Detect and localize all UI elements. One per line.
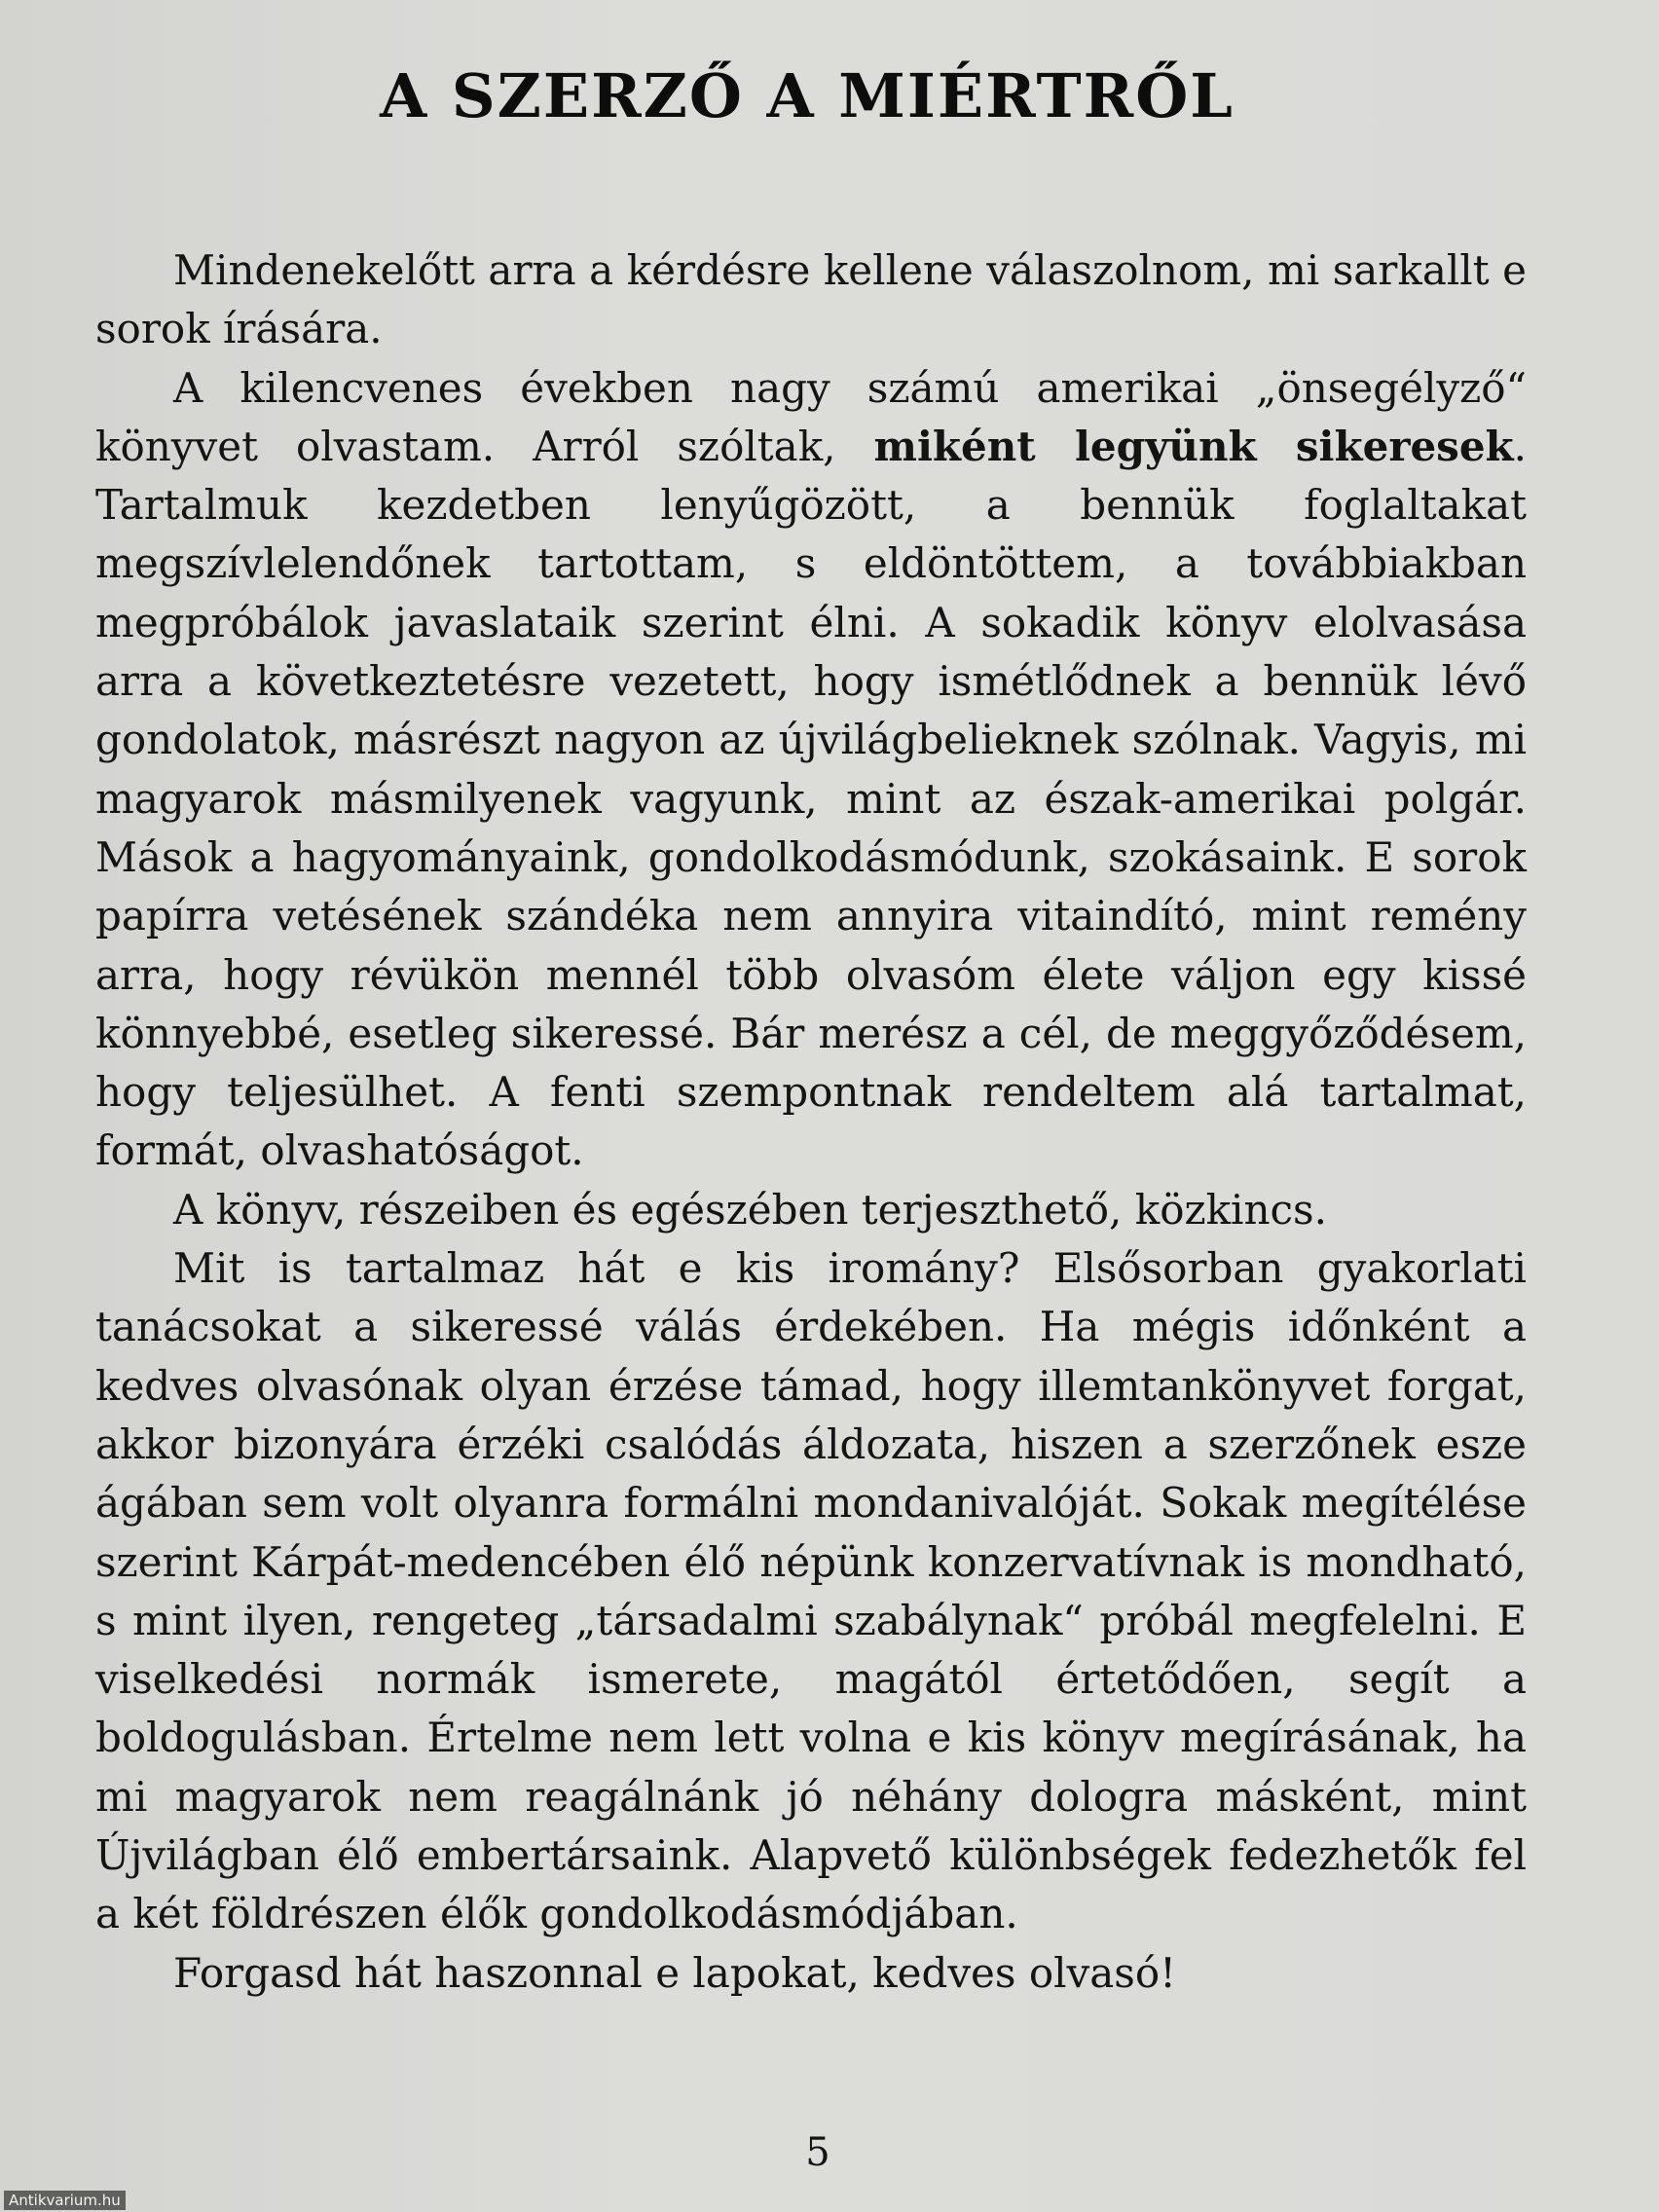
paragraph-1: Mindenekelőtt arra a kérdésre kellene válaszolnom, mi sarkallt e sorok írására.: [95, 246, 1527, 353]
paragraph-2-bold: miként legyünk sikeresek: [873, 422, 1514, 470]
paragraph-2-end: . Tartalmuk kezdetben lenyűgözött, a bennük foglaltakat megszívlelendőnek tartottam, s eldöntöttem, a továbbiakban megpróbálok javaslataik szerint élni. A sokadik könyv elolvasása arra a következtetésre vezetett, hogy ismétlődnek a bennük lévő gondolatok, másrészt nagyon az újvilágbelieknek szólnak. Vagyis, mi magyarok másmilyenek vagyunk, mint az észak-amerikai polgár. Mások a hagyományaink, gondolkodásmódunk, szokásaink. E sorok papírra vetésének szándéka nem annyira vitaindító, mint remény arra, hogy révükön mennél több olvasóm élete váljon egy kissé könnyebbé, esetleg sikeressé. Bár merész a cél, de meggyőződésem, hogy teljesülhet. A fenti szempontnak rendeltem alá tartalmat, formát, olvashatóságot.: [95, 422, 1527, 1175]
page-number: 5: [805, 2130, 830, 2175]
paragraph-5: Forgasd hát haszonnal e lapokat, kedves olvasó!: [173, 1948, 1177, 1997]
body-text: [95, 241, 1527, 2003]
watermark: Antikvarium.hu: [4, 2191, 126, 2210]
page-title: A SZERZŐ A MIÉRTRŐL: [380, 60, 1235, 131]
paragraph-2: [95, 359, 1527, 1181]
paragraph-3: A könyv, részeiben és egészében terjeszthető, közkincs.: [173, 1185, 1327, 1234]
paragraph-4: Mit is tartalmaz hát e kis iromány? Elsősorban gyakorlati tanácsokat a sikeressé válás érdekében. Ha mégis időnként a kedves olvasónak olyan érzése támad, hogy illemtankönyvet forgat, akkor bizonyára érzéki csalódás áldozata, hiszen a szerzőnek esze ágában sem volt olyanra formálni mondanivalóját. Sokak megítélése szerint Kárpát-medencében élő népünk konzervatívnak is mondható, s mint ilyen, rengeteg „társadalmi szabálynak“ próbál megfelelni. E viselkedési normák ismerete, magától értetődően, segít a boldogulásban. Értelme nem lett volna e kis könyv megírásának, ha mi magyarok nem reagálnánk jó néhány dologra másként, mint Újvilágban élő embertársaink. Alapvető különbségek fedezhetők fel a két földrészen élők gondolkodásmódjában.: [95, 1244, 1527, 1938]
paragraph-2-start: A kilencvenes években nagy számú amerikai „önsegélyző“ könyvet olvastam. Arról szóltak,: [95, 363, 1527, 470]
